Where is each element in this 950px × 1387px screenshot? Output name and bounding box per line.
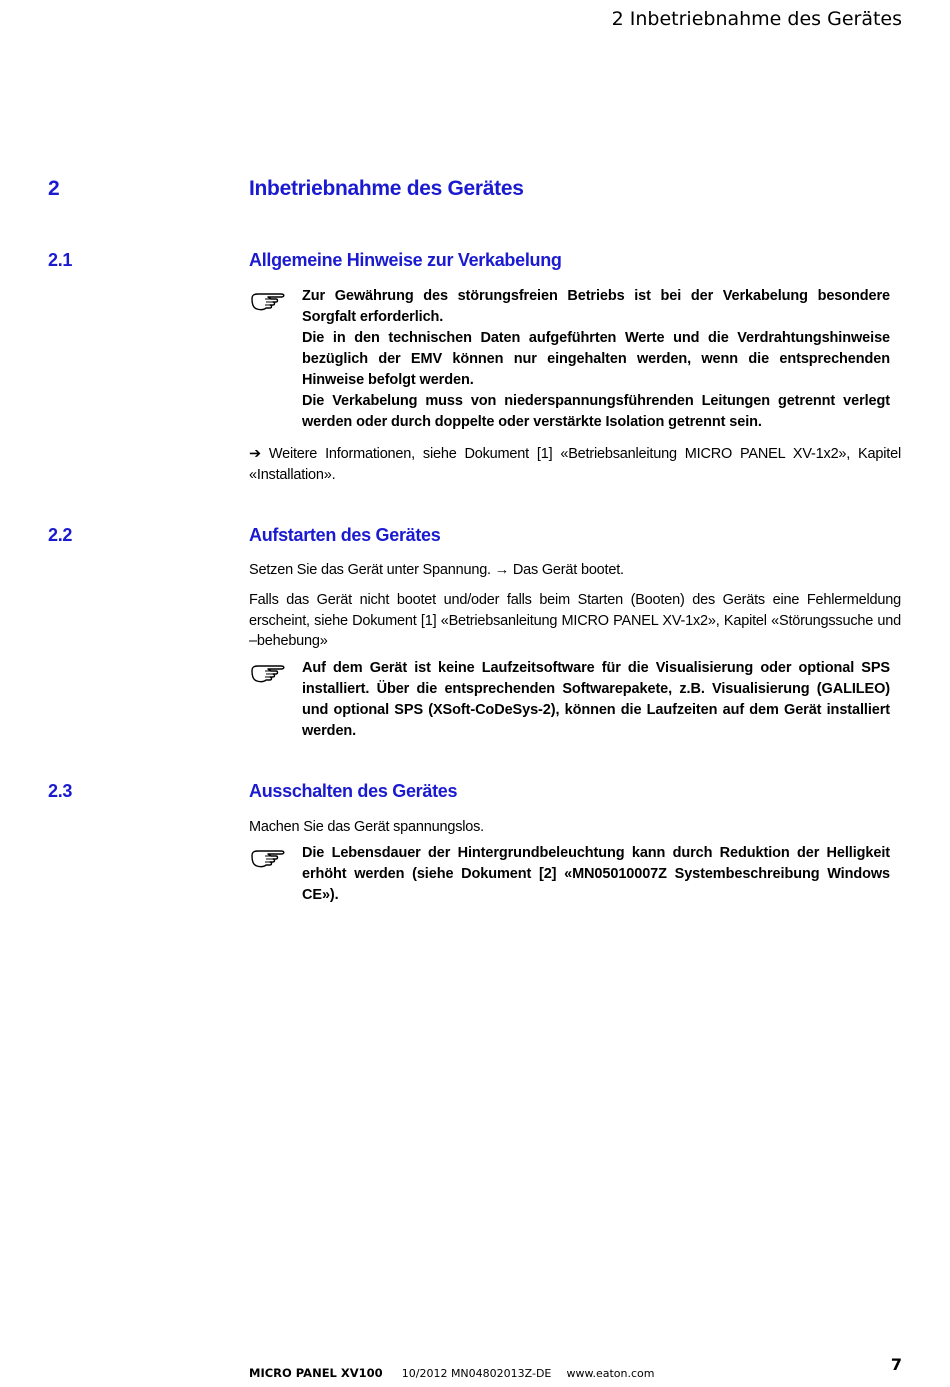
note-box-2-3 bbox=[249, 843, 890, 906]
running-header: 2 Inbetriebnahme des Gerätes bbox=[611, 8, 902, 30]
text-paragraph: Machen Sie das Gerät spannungslos. bbox=[249, 819, 485, 835]
section-number-2-2: 2.2 bbox=[48, 525, 73, 545]
section-text-2-2a bbox=[249, 560, 901, 581]
pointing-hand-icon bbox=[249, 286, 289, 314]
pointing-hand-icon bbox=[249, 658, 289, 686]
text-paragraph: Setzen Sie das Gerät unter Spannung. → Das Gerät bootet. bbox=[249, 562, 624, 578]
note-paragraph: Die Verkabelung muss von niederspannungsführenden Leitungen getrennt verlegt werden oder durch doppelte oder verstärkte Isolation getrennt sein. bbox=[302, 393, 890, 430]
section-text-2-2b bbox=[249, 590, 901, 652]
note-box-2-2 bbox=[249, 658, 890, 742]
section-number-2-1: 2.1 bbox=[48, 250, 73, 270]
section-title-2-3: Ausschalten des Gerätes bbox=[249, 781, 458, 801]
page-number: 7 bbox=[890, 1355, 902, 1374]
note-paragraph: Die Lebensdauer der Hintergrundbeleuchtung kann durch Reduktion der Helligkeit erhöht werden (siehe Dokument [2] «MN05010007Z Systembeschreibung Windows CE»). bbox=[302, 845, 890, 903]
pointing-hand-icon bbox=[249, 843, 289, 871]
note-paragraph: Die in den technischen Daten aufgeführten Werte und die Verdrahtungshinweise bezüglich der EMV können nur eingehalten werden, wenn die entsprechenden Hinweise befolgt werden. bbox=[302, 330, 890, 388]
note-box-2-1 bbox=[249, 286, 890, 433]
section-text-2-3 bbox=[249, 817, 901, 838]
chapter-number: 2 bbox=[48, 177, 60, 200]
page-footer bbox=[249, 1355, 902, 1380]
section-title-2-2: Aufstarten des Gerätes bbox=[249, 525, 441, 545]
footer-doc-number: 10/2012 MN04802013Z-DE bbox=[401, 1367, 552, 1380]
note-paragraph: Zur Gewährung des störungsfreien Betriebs ist bei der Verkabelung besondere Sorgfalt erforderlich. bbox=[302, 288, 890, 325]
section-title-2-1: Allgemeine Hinweise zur Verkabelung bbox=[249, 250, 562, 270]
section-number-2-3: 2.3 bbox=[48, 781, 73, 801]
footer-url: www.eaton.com bbox=[566, 1367, 655, 1380]
text-paragraph: Falls das Gerät nicht bootet und/oder falls beim Starten (Booten) des Geräts eine Fehlermeldung erscheint, siehe Dokument [1] «Betriebsanleitung MICRO PANEL XV-1x2», Kapitel «Störungssuche und –behebung» bbox=[249, 592, 901, 649]
note-paragraph: Auf dem Gerät ist keine Laufzeitsoftware für die Visualisierung oder optional SPS installiert. Über die entsprechenden Softwarepakete, z.B. Visualisierung (GALILEO) und optional SPS (XSoft-CoDeSys-2), können die Laufzeiten auf dem Gerät installiert werden. bbox=[302, 660, 890, 739]
footer-product: MICRO PANEL XV100 bbox=[249, 1366, 383, 1380]
chapter-title: Inbetriebnahme des Gerätes bbox=[249, 177, 524, 200]
section-text-2-1 bbox=[249, 444, 901, 485]
text-paragraph: ➔ Weitere Informationen, siehe Dokument [1] «Betriebsanleitung MICRO PANEL XV-1x2», Kapitel «Installation». bbox=[249, 446, 901, 483]
